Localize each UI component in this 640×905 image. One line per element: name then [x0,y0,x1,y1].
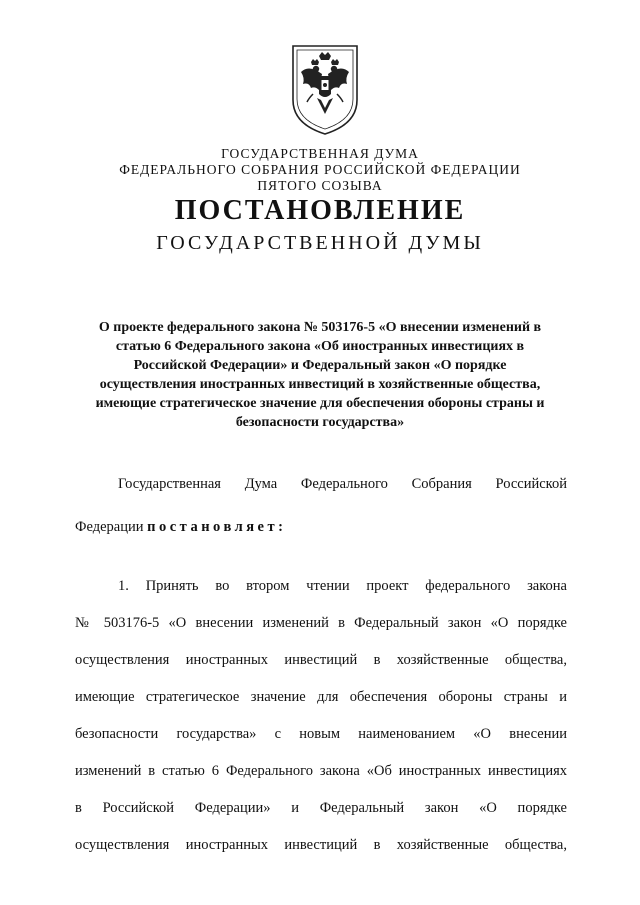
paragraph-line: в Российской Федерации» и Федеральный закон «О порядке [75,800,567,816]
document-subject [75,318,565,432]
subject-line: осуществления иностранных инвестиций в хозяйственные общества, [99,377,541,392]
org-name-line-2: ФЕДЕРАЛЬНОГО СОБРАНИЯ РОССИЙСКОЙ ФЕДЕРАЦИИ [119,162,521,177]
resolution-verb: постановляет: [147,519,287,535]
russian-coat-of-arms-icon [289,42,361,138]
preamble-text: Федерации [75,519,148,535]
paragraph-line: № 503176-5 «О внесении изменений в Федеральный закон «О порядке [75,615,567,631]
subject-line: О проекте федерального закона № 503176-5 «О внесении изменений в [98,320,542,335]
subject-line: безопасности государства» [235,415,405,430]
org-name-line-1: ГОСУДАРСТВЕННАЯ ДУМА [221,146,419,161]
paragraph-line: изменений в статью 6 Федерального закона «Об иностранных инвестициях [75,763,567,779]
subject-line: Российской Федерации» и Федеральный закон «О порядке [133,358,507,373]
document-title: ПОСТАНОВЛЕНИЕ [174,195,466,226]
paragraph-line: 1. Принять во втором чтении проект федерального закона [118,578,567,594]
preamble-line-2 [75,519,567,536]
subject-line: статью 6 Федерального закона «Об иностранных инвестициях в [115,339,525,354]
convocation-line: ПЯТОГО СОЗЫВА [257,178,383,193]
paragraph-line: осуществления иностранных инвестиций в хозяйственные общества, [75,652,567,668]
paragraph-line: безопасности государства» с новым наименованием «О внесении [75,726,567,742]
paragraph-line: имеющие стратегическое значение для обеспечения обороны страны и [75,689,567,705]
document-subtitle: ГОСУДАРСТВЕННОЙ ДУМЫ [156,232,484,254]
subject-line: имеющие стратегическое значение для обеспечения обороны страны и [95,396,545,411]
preamble-line-1: Государственная Дума Федерального Собрания Российской [118,476,567,492]
paragraph-line: осуществления иностранных инвестиций в хозяйственные общества, [75,837,567,853]
